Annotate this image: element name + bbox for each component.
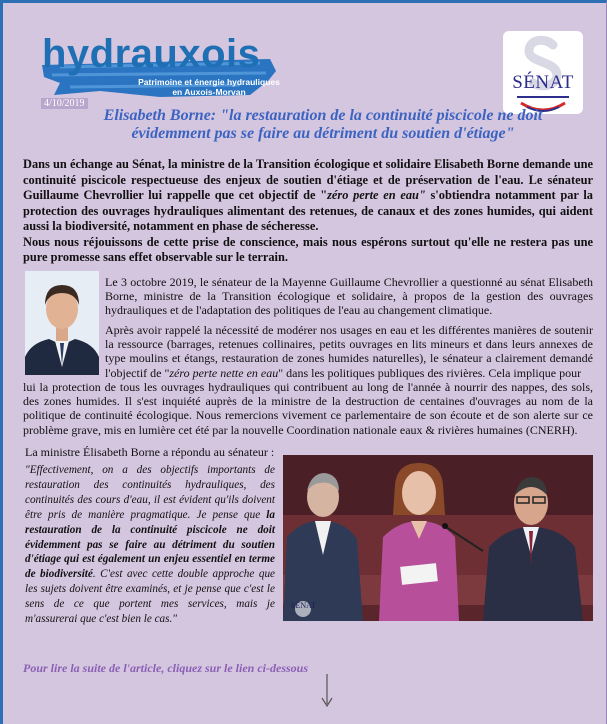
down-arrow-icon: [321, 674, 333, 713]
paragraph-2-text-cont: " dans les politiques publiques des rivières. Cela implique pour: [278, 365, 582, 380]
quote-text-2: . C'est avec cette double approche que les sujets doivent être examinés, et je pense que c'est le sens de ce que portent mes services, mais je m'assurerai que c'est bien le cas.": [25, 568, 275, 626]
lead-text-2: s'obtiendra notamment par la protection des ouvrages hydrauliques alimentant des retenues, de canaux et des zones humides, qui aident aussi la biodiversité, notamment en phase de sécheresse.: [23, 188, 594, 233]
quote-bold: la restauration de la continuité piscicole ne doit évidemment pas se faire au détriment du soutien d'étiage qui est également un enjeu essentiel en terme de biodiversité: [25, 508, 275, 581]
paragraph-1: Le 3 octobre 2019, le sénateur de la Mayenne Guillaume Chevrollier a questionné au sénat Elisabeth Borne, ministre de la Transition écologique et solidaire, à propos de la gestion des ouvrages hydrauliques et de l'adaptation des politiques de l'eau au changement climatique.: [105, 275, 593, 318]
quote-text-1: "Effectivement, on a des objectifs importants de restauration des continuités hydrauliques, des continuités des cours d'eau, il est évident qu'ils doivent être pris de manière pragmatique. Je pense que: [25, 464, 275, 521]
senat-logo-text: SÉNAT: [512, 72, 574, 93]
paragraph-2: [105, 323, 593, 380]
lead-quote: zéro perte en eau": [327, 188, 426, 202]
paragraph-2-text: Après avoir rappelé la nécessité de modérer nos usages en eau et les différentes manières de soutenir la ressource (barrages, retenues collinaires, petits ouvrages en lits mineurs et dans leurs annexes de type moulins et étangs, restauration de zones humides naturelles), le sénateur a clairement demandé l'objectif de ": [105, 323, 593, 380]
photo-watermark: SÉNAT: [291, 601, 316, 610]
senat-logo[interactable]: [503, 31, 583, 114]
senator-portrait-photo: [25, 271, 99, 375]
senate-session-photo: [283, 455, 593, 621]
senator-portrait-image: [25, 271, 99, 375]
lead-text-3: Nous nous réjouissons de cette prise de conscience, mais nous espérons surtout qu'elle ne restera pas une pure promesse sans effet observable sur le terrain.: [23, 234, 593, 264]
logo-wordmark: hydrauxois: [42, 32, 261, 76]
hydrauxois-logo[interactable]: [40, 32, 280, 97]
lead-text-1: Dans un échange au Sénat, la ministre de la Transition écologique et solidaire Elisabeth Borne demande une continuité piscicole respectueuse des enjeux de soutien d'étiage et de préservation de l'eau. Le sénateur Guillaume Chevrollier lui rappelle que cet objectif de ": [23, 157, 593, 202]
minister-quote: [25, 463, 275, 627]
read-more-link[interactable]: Pour lire la suite de l'article, cliquez sur le lien ci-dessous: [23, 661, 308, 675]
paragraph-2-continued: lui la protection de tous les ouvrages hydrauliques qui contribuent au long de l'année à nourrir des nappes, des sols, des zones humides. Il s'est inquiété auprès de la ministre de la destruction de centaines d'ouvrages au nom de la politique de continuité écologique. Nous remercions vivement ce parlementaire de son écoute et de son alerte sur ce problème grave, mis en lumière cet été par la nouvelle Coordination nationale eaux & rivières humaines (CNERH).: [23, 380, 593, 437]
senate-session-image: [283, 455, 593, 621]
paragraph-3: La ministre Élisabeth Borne a répondu au sénateur :: [25, 445, 275, 459]
article-title: Elisabeth Borne: "la restauration de la continuité piscicole ne doit évidemment pas se faire au détriment du soutien d'étiage": [103, 107, 543, 142]
publication-date: 4/10/2019: [41, 98, 88, 109]
article-lead: [23, 157, 593, 266]
logo-tagline: Patrimoine et énergie hydrauliques en Auxois-Morvan: [138, 77, 280, 97]
paragraph-2-quote: zéro perte nette en eau: [169, 365, 279, 380]
